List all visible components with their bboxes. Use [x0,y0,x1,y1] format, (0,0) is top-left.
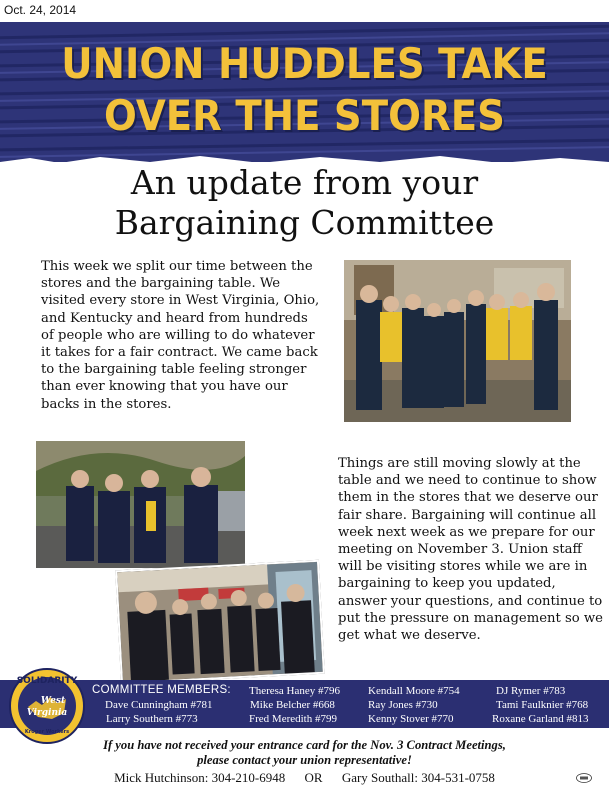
contact-separator: OR [304,770,323,785]
subheadline-line-1: An update from your [130,163,479,202]
committee-group-photo [344,260,571,422]
contact-line [0,770,609,786]
headline-banner [0,18,609,164]
committee-title: COMMITTEE MEMBERS: [92,684,231,696]
committee-member: Theresa Haney #796 [249,685,341,697]
logo-text-west: West [40,696,66,706]
solidarity-logo [8,667,86,745]
contact-mick: Mick Hutchinson: 304-210-6948 [114,770,286,785]
committee-member: Mike Belcher #668 [250,699,335,711]
notice-line-1: If you have not received your entrance card for the Nov. 3 Contract Meetings, [103,738,506,752]
logo-text-virginia: Virginia [26,708,68,718]
committee-member: Ray Jones #730 [368,699,438,711]
committee-member: Roxane Garland #813 [492,713,589,725]
logo-text-tagline: Kroger Workers [24,729,70,735]
committee-member: Kendall Moore #754 [368,685,460,697]
union-bug-icon [576,768,592,778]
issue-date: Oct. 24, 2014 [4,3,77,17]
notice-line-2: please contact your union representative! [197,753,412,767]
committee-member: DJ Rymer #783 [496,685,566,697]
subheadline-line-2: Bargaining Committee [114,203,495,242]
committee-member: Larry Southern #773 [106,713,198,725]
parking-lot-photo [36,441,245,568]
logo-text-solidarity: SOLIDARITY [16,676,78,686]
entrance-card-notice [0,738,609,768]
committee-member: Dave Cunningham #781 [105,699,213,711]
headline-line-2: OVER THE STORES [104,91,505,140]
committee-member: Fred Meredith #799 [249,713,337,725]
headline [24,38,584,142]
intro-paragraph: This week we split our time between the stores and the bargaining table. We visited every store in West Virginia, Ohio, and Kentucky and heard from hundreds of people who are willing to do whatever it takes for a fair contract. We came back to the bargaining table feeling stronger than ever knowing that you have our backs in the stores. [41,259,320,412]
headline-line-1: UNION HUDDLES TAKE [61,39,548,88]
committee-member: Kenny Stover #770 [368,713,454,725]
committee-member: Tami Faulknier #768 [496,699,589,711]
contact-gary: Gary Southall: 304-531-0758 [341,770,495,785]
store-huddle-photo [115,560,325,685]
subheadline [0,163,609,243]
update-paragraph: Things are still moving slowly at the table and we need to continue to show them in the stores that we deserve our fair share. Bargaining will continue all week next week as we prepare for our meeting on November 3. Union staff will be visiting stores while we are in bargaining to keep you updated, answer your questions, and continue to put the pressure on management so we get what we deserve. [338,456,603,644]
